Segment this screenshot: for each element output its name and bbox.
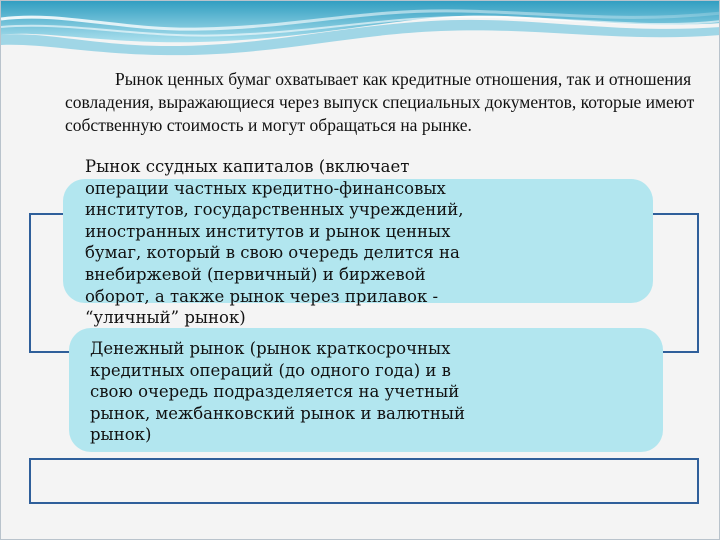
outline-box-lower <box>29 458 699 504</box>
money-market-text: Денежный рынок (рынок краткосрочных кредитных операций (до одного года) и в свою очередь подразделяется на учетный рынок, межбанковский рынок и валютный рынок) <box>90 339 465 445</box>
decorative-wave-header <box>1 1 720 61</box>
capital-market-text: Рынок ссудных капиталов (включает операции частных кредитно-финансовых институтов, государственных учреждений, иностранных институтов и рынок ценных бумаг, который в свою очередь делится на внебиржевой (первичный) и биржевой оборот, а также рынок через прилавок - “уличный” рынок) <box>85 157 464 328</box>
intro-paragraph: Рынок ценных бумаг охватывает как кредитные отношения, так и отношения совладения, выражающиеся через выпуск специальных документов, которые имеют собственную стоимость и могут обращаться на рынке. <box>65 69 695 135</box>
